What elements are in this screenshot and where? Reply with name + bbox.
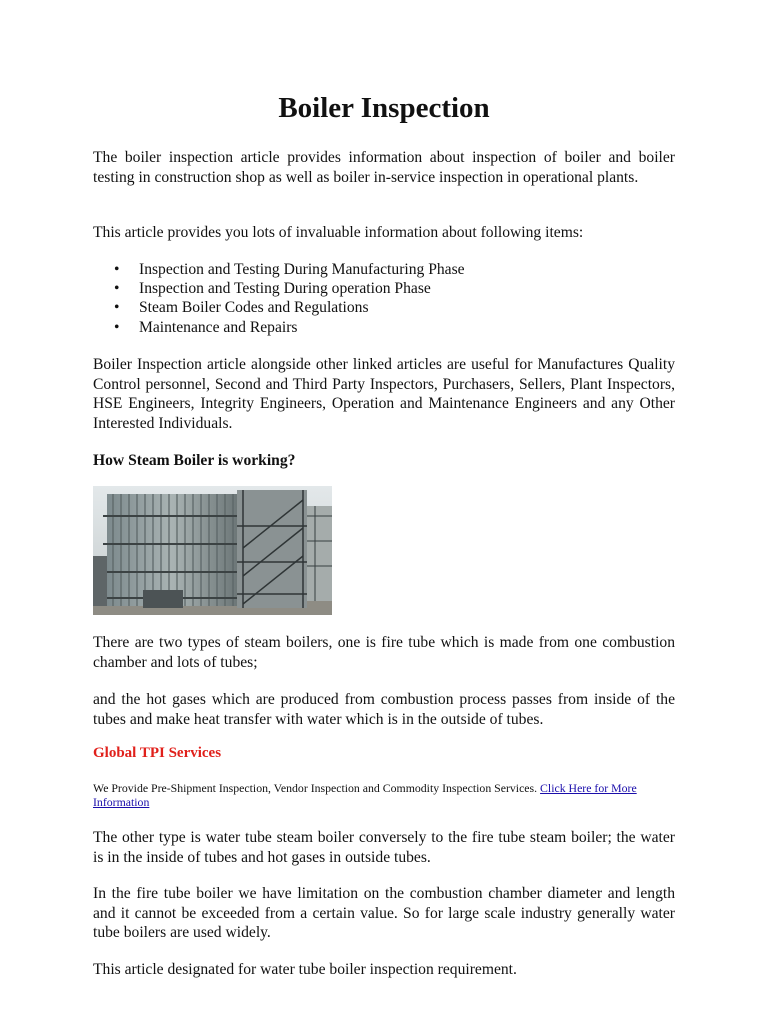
section-heading: How Steam Boiler is working?: [93, 452, 296, 469]
boiler-plant-photo: [93, 486, 332, 615]
boiler-structure-image: [93, 486, 332, 615]
designation-paragraph: This article designated for water tube boiler inspection requirement.: [93, 961, 517, 978]
list-item: • Steam Boiler Codes and Regulations: [93, 298, 653, 317]
topics-list: [93, 260, 653, 337]
list-item: • Inspection and Testing During operation Phase: [93, 279, 653, 298]
page-title: Boiler Inspection: [278, 92, 490, 124]
ad-heading: Global TPI Services: [93, 745, 222, 761]
intro-paragraph: The boiler inspection article provides information about inspection of boiler and boiler testing in construction shop as well as boiler in-service inspection in operational plants.: [93, 149, 675, 186]
limitation-paragraph: In the fire tube boiler we have limitation on the combustion chamber diameter and length and it cannot be exceeded from a certain value. So for large scale industry generally water tube boilers are used widely.: [93, 885, 675, 941]
audience-paragraph: Boiler Inspection article alongside other linked articles are useful for Manufactures Quality Control personnel, Second and Third Party Inspectors, Purchasers, Sellers, Plant Inspectors, HSE Engineers, Integrity Engineers, Operation and Maintenance Engineers and any Other Interested Individuals.: [93, 356, 675, 432]
boiler-types-paragraph: There are two types of steam boilers, one is fire tube which is made from one combustion chamber and lots of tubes;: [93, 634, 675, 671]
ad-description: We Provide Pre-Shipment Inspection, Vendor Inspection and Commodity Inspection Services.: [93, 781, 541, 795]
hot-gases-paragraph: and the hot gases which are produced from combustion process passes from inside of the tubes and make heat transfer with water which is in the outside of tubes.: [93, 691, 675, 728]
more-information-link[interactable]: Click Here for More Information: [93, 781, 637, 809]
water-tube-paragraph: The other type is water tube steam boiler conversely to the fire tube steam boiler; the water is in the inside of tubes and hot gases in outside tubes.: [93, 829, 675, 866]
ad-text: [93, 781, 653, 809]
list-item: • Maintenance and Repairs: [93, 318, 653, 337]
items-intro-paragraph: This article provides you lots of invaluable information about following items:: [93, 224, 584, 241]
list-item: • Inspection and Testing During Manufacturing Phase: [93, 260, 653, 279]
